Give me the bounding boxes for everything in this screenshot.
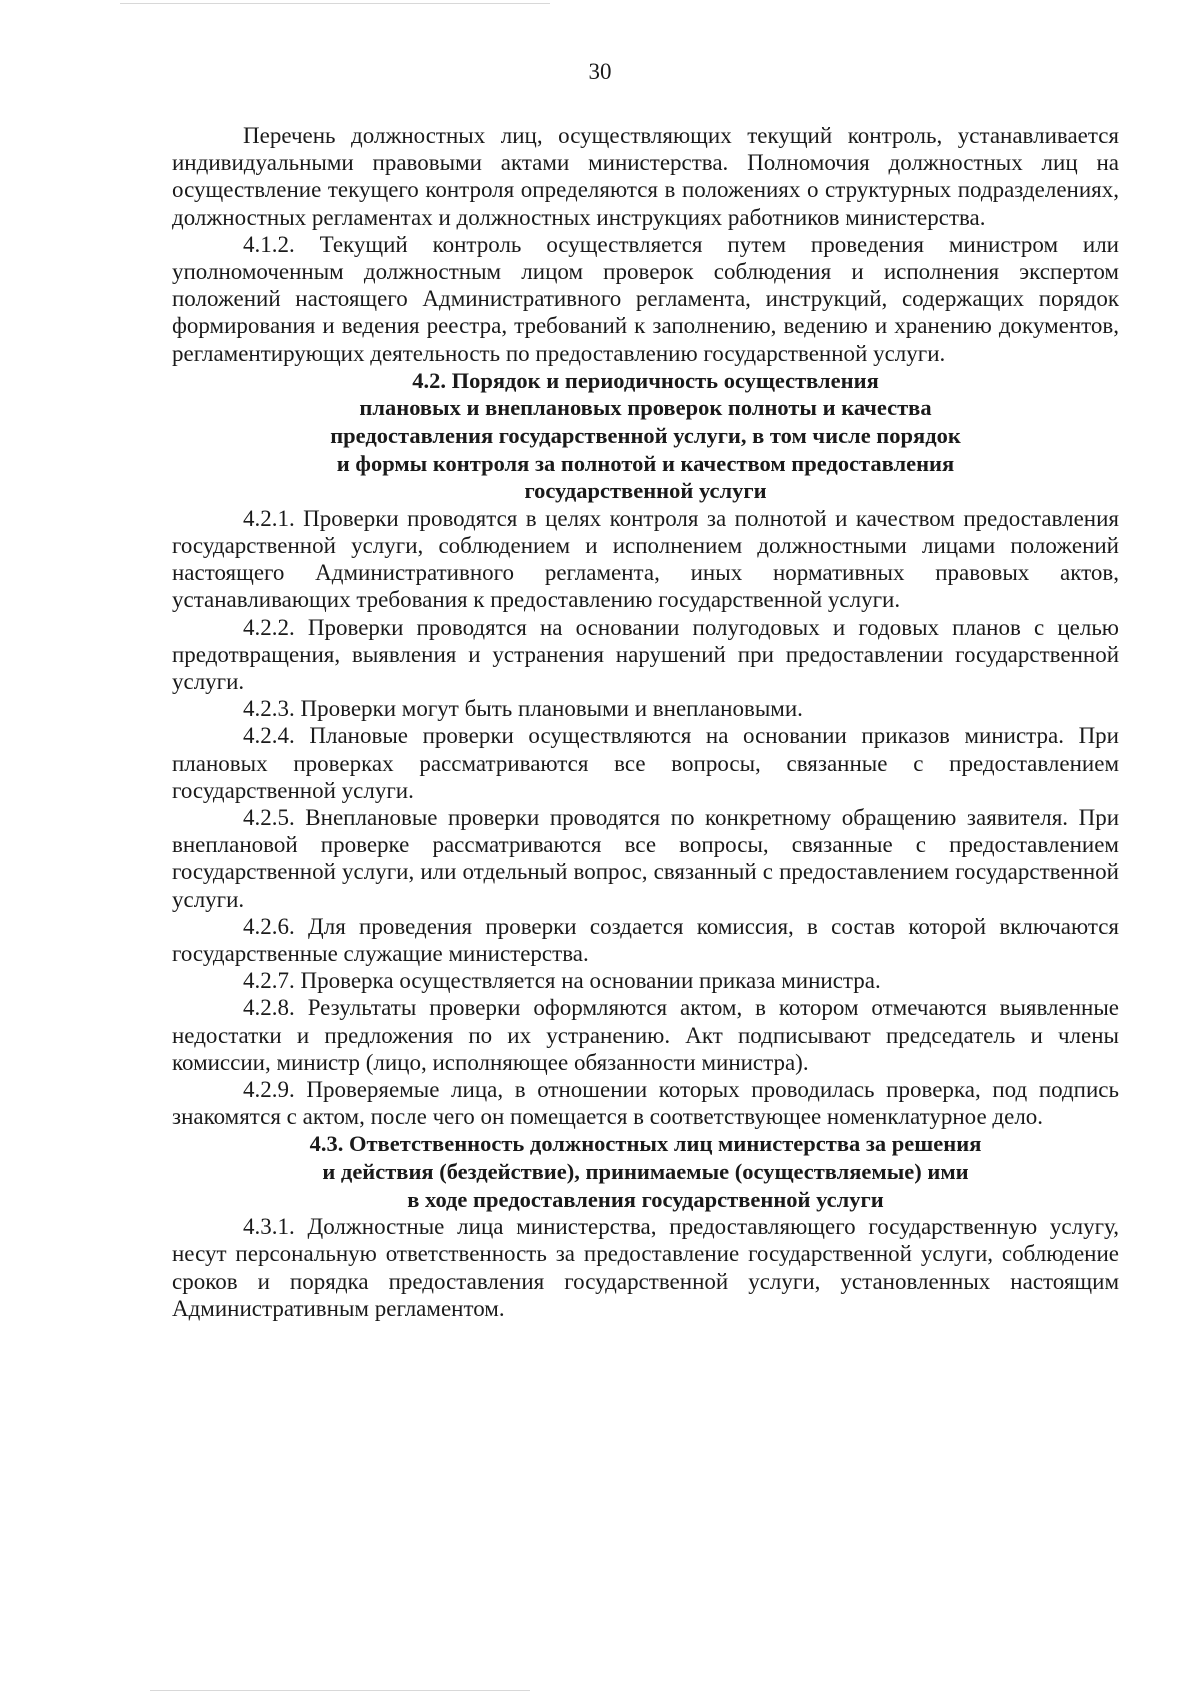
section-heading-4-3 [172,1130,1119,1213]
page-number: 30 [588,59,612,84]
document-body [172,122,1119,1322]
heading-line: 4.2. Порядок и периодичность осуществления [412,367,879,393]
paragraph-4-2-7: 4.2.7. Проверка осуществляется на основании приказа министра. [243,968,881,994]
heading-line: плановых и внеплановых проверок полноты и качества [359,395,932,421]
scan-artifact-top [120,3,550,4]
heading-line: предоставления государственной услуги, в том числе порядок [330,423,961,449]
paragraph-4-2-6: 4.2.6. Для проведения проверки создается комиссия, в состав которой включаются государственные служащие министерства. [172,913,1119,967]
paragraph-officials-list: Перечень должностных лиц, осуществляющих текущий контроль, устанавливается индивидуальными правовыми актами министерства. Полномочия должностных лиц на осуществление текущего контроля определяются в положениях о структурных подразделениях, должностных регламентах и должностных инструкциях работников министерства. [172,123,1119,230]
paragraph-4-2-4: 4.2.4. Плановые проверки осуществляются на основании приказов министра. При плановых проверках рассматриваются все вопросы, связанные с предоставлением государственной услуги. [172,723,1119,803]
paragraph-4-2-1: 4.2.1. Проверки проводятся в целях контроля за полнотой и качеством предоставления государственной услуги, соблюдением и исполнением должностными лицами положений настоящего Административного регламента, иных нормативных правовых актов, устанавливающих требования к предоставлению государственной услуги. [172,505,1119,613]
scan-artifact-bottom [150,1690,530,1691]
paragraph-4-3-1: 4.3.1. Должностные лица министерства, предоставляющего государственную услугу, несут персональную ответственность за предоставление государственной услуги, соблюдение сроков и порядка предоставления государственной услуги, установленных настоящим Административным регламентом. [172,1214,1119,1321]
paragraph-4-2-2: 4.2.2. Проверки проводятся на основании полугодовых и годовых планов с целью предотвращения, выявления и устранения нарушений при предоставлении государственной услуги. [172,614,1119,695]
paragraph-4-2-8: 4.2.8. Результаты проверки оформляются актом, в котором отмечаются выявленные недостатки и предложения по их устранению. Акт подписывают председатель и члены комиссии, министр (лицо, исполняющее обязанности министра). [172,995,1119,1075]
heading-line: и действия (бездействие), принимаемые (осуществляемые) ими [322,1159,969,1185]
heading-line: 4.3. Ответственность должностных лиц министерства за решения [309,1131,982,1157]
paragraph-4-1-2: 4.1.2. Текущий контроль осуществляется путем проведения министром или уполномоченным должностным лицом проверок соблюдения и исполнения экспертом положений настоящего Административного регламента, инструкций, содержащих порядок формирования и ведения реестра, требований к заполнению, ведению и хранению документов, регламентирующих деятельность по предоставлению государственной услуги. [172,231,1119,366]
paragraph-4-2-3: 4.2.3. Проверки могут быть плановыми и внеплановыми. [243,696,803,722]
heading-line: государственной услуги [524,478,767,504]
paragraph-4-2-5: 4.2.5. Внеплановые проверки проводятся по конкретному обращению заявителя. При внеплановой проверке рассматриваются все вопросы, связанные с предоставлением государственной услуги, или отдельный вопрос, связанный с предоставлением государственной услуги. [172,805,1119,912]
paragraph-4-2-9: 4.2.9. Проверяемые лица, в отношении которых проводилась проверка, под подпись знакомятся с актом, после чего он помещается в соответствующее номенклатурное дело. [172,1077,1119,1130]
section-heading-4-2 [172,367,1119,505]
heading-line: в ходе предоставления государственной услуги [407,1186,884,1212]
heading-line: и формы контроля за полнотой и качеством предоставления [336,450,955,476]
